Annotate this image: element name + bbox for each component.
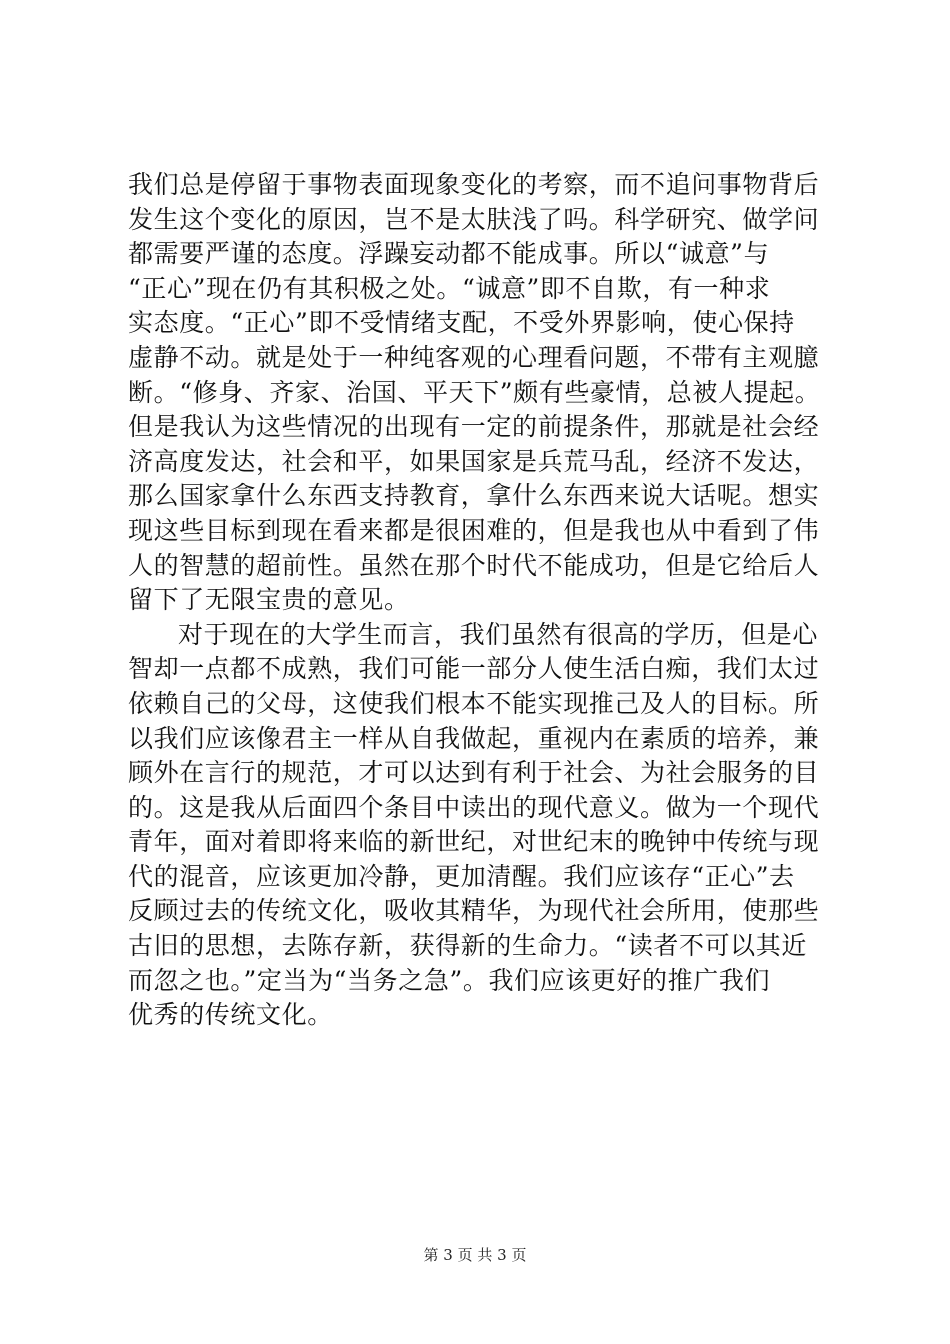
text-line: 都需要严谨的态度。浮躁妄动都不能成事。所以“诚意”与 <box>128 239 770 269</box>
page-number-label: 第 3 页 共 3 页 <box>423 1246 527 1264</box>
text-line: 但是我认为这些情况的出现有一定的前提条件，那就是社会经 <box>128 412 820 442</box>
text-line: 断。“修身、齐家、治国、平天下”颇有些豪情，总被人提起。 <box>128 377 821 407</box>
text-line: 优秀的传统文化。 <box>128 1000 333 1030</box>
body-text <box>128 168 828 1033</box>
text-line: 发生这个变化的原因，岂不是太肤浅了吗。科学研究、做学问 <box>128 204 820 234</box>
text-line: 反顾过去的传统文化，吸收其精华，为现代社会所用，使那些 <box>128 896 820 926</box>
text-line: 依赖自己的父母，这使我们根本不能实现推己及人的目标。所 <box>128 688 820 718</box>
text-line: 青年，面对着即将来临的新世纪，对世纪末的晚钟中传统与现 <box>128 827 820 857</box>
text-line: 我们总是停留于事物表面现象变化的考察，而不追问事物背后 <box>128 170 820 199</box>
text-line: 现这些目标到现在看来都是很困难的，但是我也从中看到了伟 <box>128 515 820 545</box>
text-line: 的。这是我从后面四个条目中读出的现代意义。做为一个现代 <box>128 792 820 822</box>
text-line: 代的混音，应该更加冷静，更加清醒。我们应该存“正心”去 <box>128 861 795 891</box>
text-line: 以我们应该像君主一样从自我做起，重视内在素质的培养，兼 <box>128 723 820 753</box>
paragraph-start-line: 对于现在的大学生而言，我们虽然有很高的学历，但是心 <box>178 619 819 649</box>
text-line: 实态度。“正心”即不受情绪支配，不受外界影响，使心保持 <box>128 308 795 338</box>
text-line: “正心”现在仍有其积极之处。“诚意”即不自欺，有一种求 <box>128 273 771 303</box>
text-line: 顾外在言行的规范，才可以达到有利于社会、为社会服务的目 <box>128 758 820 788</box>
text-line: 人的智慧的超前性。虽然在那个时代不能成功，但是它给后人 <box>128 550 820 580</box>
text-line: 古旧的思想，去陈存新，获得新的生命力。“读者不可以其近 <box>128 931 807 961</box>
text-line: 那么国家拿什么东西支持教育，拿什么东西来说大话呢。想实 <box>128 481 820 511</box>
text-line: 而忽之也。”定当为“当务之急”。我们应该更好的推广我们 <box>128 965 771 995</box>
text-line: 济高度发达，社会和平，如果国家是兵荒马乱，经济不发达， <box>128 446 820 476</box>
text-line: 智却一点都不成熟，我们可能一部分人使生活白痴，我们太过 <box>128 654 820 684</box>
page-footer <box>0 1244 950 1266</box>
text-line: 虚静不动。就是处于一种纯客观的心理看问题，不带有主观臆 <box>128 342 820 372</box>
text-line: 留下了无限宝贵的意见。 <box>128 585 410 615</box>
